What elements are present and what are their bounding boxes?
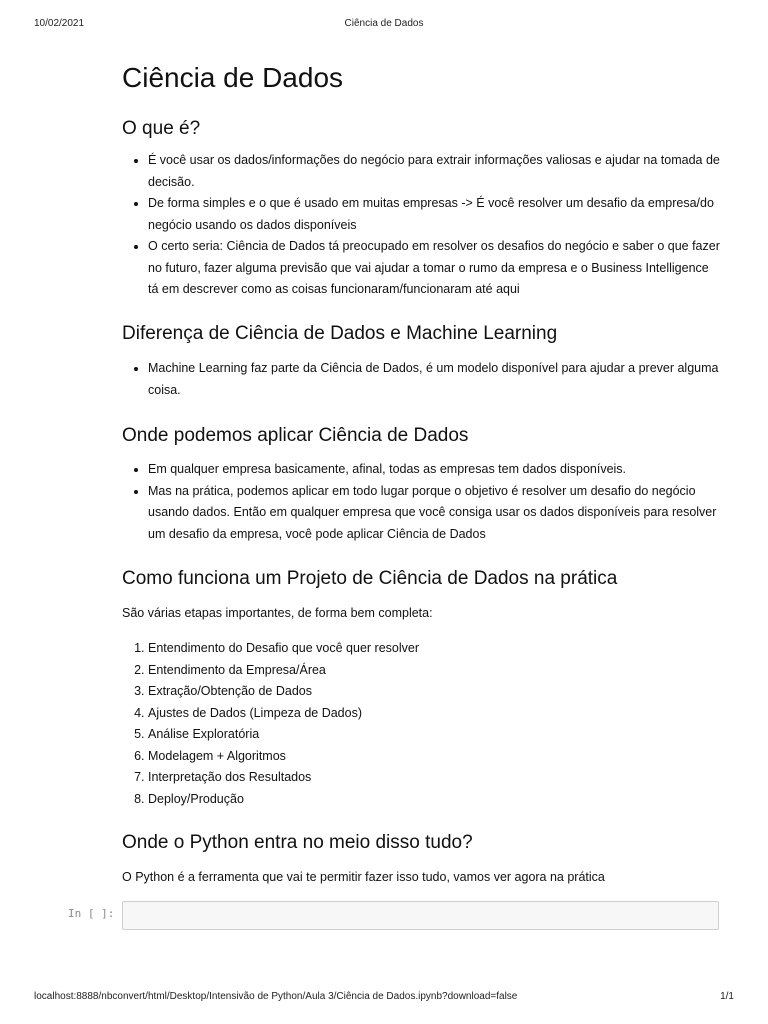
list-item: 4. Ajustes de Dados (Limpeza de Dados) (148, 703, 722, 725)
list-item: 6. Modelagem + Algoritmos (148, 746, 722, 768)
print-url: localhost:8888/nbconvert/html/Desktop/Intensivão de Python/Aula 3/Ciência de Dados.ipynb?download=false (34, 991, 518, 1002)
list-item: • Em qualquer empresa basicamente, afinal, todas as empresas tem dados disponíveis. (148, 459, 722, 481)
bullet-list-onde-aplicar (122, 459, 722, 545)
list-item: 7. Interpretação dos Resultados (148, 767, 722, 789)
list-item: • Machine Learning faz parte da Ciência de Dados, é um modelo disponível para ajudar a prever alguma coisa. (148, 358, 722, 401)
list-item: 3. Extração/Obtenção de Dados (148, 681, 722, 703)
section-heading-diferenca: Diferença de Ciência de Dados e Machine Learning (122, 323, 558, 344)
print-page-count: 1/1 (720, 991, 734, 1002)
section-heading-python: Onde o Python entra no meio disso tudo? (122, 832, 473, 853)
list-item: 2. Entendimento da Empresa/Área (148, 660, 722, 682)
code-cell-input[interactable] (122, 901, 719, 930)
print-header (0, 18, 768, 32)
list-item: • De forma simples e o que é usado em muitas empresas -> É você resolver um desafio da empresa/do negócio usando os dados disponíveis (148, 193, 722, 236)
list-item: • O certo seria: Ciência de Dados tá preocupado em resolver os desafios do negócio e saber o que fazer no futuro, fazer alguma previsão que vai ajudar a tomar o rumo da empresa e o Business Intelligence tá em descrever como as coisas funcionaram/funcionaram até aqui (148, 236, 722, 301)
steps-list (122, 638, 722, 810)
print-date: 10/02/2021 (34, 18, 85, 29)
print-footer (0, 991, 768, 1005)
list-item: 8. Deploy/Produção (148, 789, 722, 811)
notebook-title: Ciência de Dados (122, 62, 344, 93)
code-cell-prompt: In [ ]: (68, 907, 115, 920)
bullet-list-o-que-e (122, 150, 722, 301)
bullet-list-diferenca (122, 358, 722, 401)
section-heading-o-que-e: O que é? (122, 118, 201, 139)
section-intro: São várias etapas importantes, de forma bem completa: (122, 606, 433, 620)
list-item: 1. Entendimento do Desafio que você quer resolver (148, 638, 722, 660)
list-item: 5. Análise Exploratória (148, 724, 722, 746)
section-heading-como-funciona: Como funciona um Projeto de Ciência de Dados na prática (122, 568, 618, 589)
list-item: • Mas na prática, podemos aplicar em todo lugar porque o objetivo é resolver um desafio do negócio usando dados. Então em qualquer empresa que você consiga usar os dados disponíveis para resolver um desafio da empresa, você pode aplicar Ciência de Dados (148, 481, 722, 546)
print-title: Ciência de Dados (344, 18, 424, 29)
list-item: • É você usar os dados/informações do negócio para extrair informações valiosas e ajudar na tomada de decisão. (148, 150, 722, 193)
section-heading-onde-aplicar: Onde podemos aplicar Ciência de Dados (122, 425, 469, 446)
section-text-python: O Python é a ferramenta que vai te permitir fazer isso tudo, vamos ver agora na prática (122, 870, 605, 884)
